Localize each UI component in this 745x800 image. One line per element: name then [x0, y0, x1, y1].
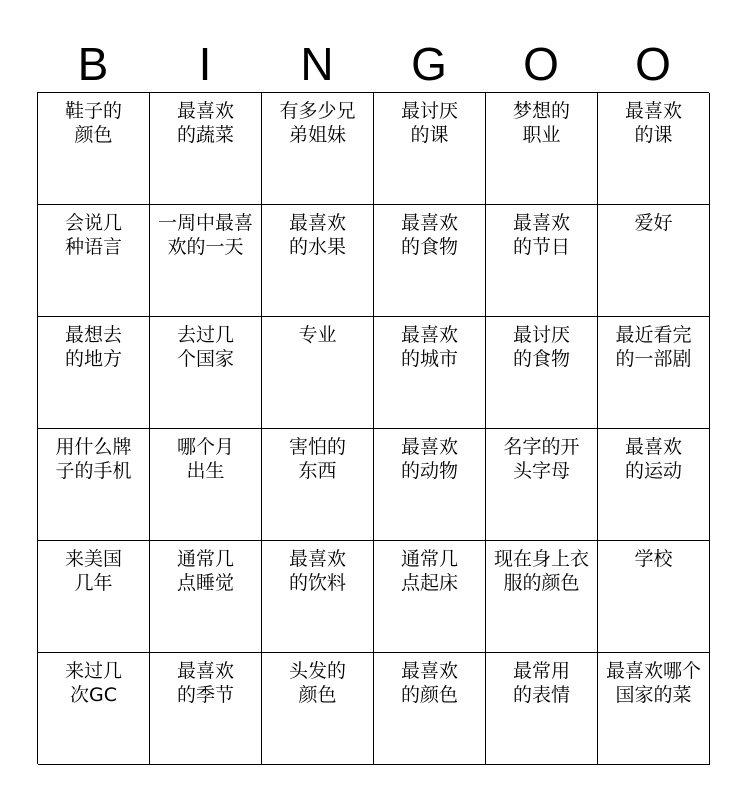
bingo-cell-text: 的城市	[400, 348, 458, 370]
bingo-cell[interactable]	[38, 653, 150, 765]
bingo-cell-text: 国家的菜	[615, 684, 692, 706]
bingo-cell-text: 最喜欢	[176, 660, 234, 682]
bingo-cell-text: 的表情	[512, 684, 570, 706]
bingo-cell[interactable]	[486, 653, 598, 765]
bingo-cell-text: 最喜欢	[288, 548, 346, 570]
bingo-cell-text: 通常几	[176, 548, 234, 570]
bingo-cell[interactable]	[598, 429, 710, 541]
bingo-cell-text: 名字的开	[503, 436, 580, 458]
bingo-cell-text: 最喜欢	[176, 100, 234, 122]
bingo-cell[interactable]	[374, 653, 486, 765]
bingo-cell-text: 几年	[74, 572, 113, 594]
bingo-cell-text: 梦想的	[512, 100, 570, 122]
bingo-cell-text: 最喜欢	[512, 212, 570, 234]
bingo-cell-text: 的地方	[64, 348, 122, 370]
bingo-cell[interactable]	[598, 653, 710, 765]
bingo-cell-text: 最喜欢	[400, 436, 458, 458]
bingo-cell-text: 头字母	[512, 460, 570, 482]
bingo-cell[interactable]	[262, 93, 374, 205]
bingo-cell-text: 哪个月	[176, 436, 234, 458]
bingo-cell[interactable]	[486, 317, 598, 429]
bingo-cell-text: 的水果	[288, 236, 346, 258]
bingo-cell[interactable]	[262, 429, 374, 541]
bingo-cell-text: 一周中最喜	[157, 212, 253, 234]
bingo-cell-text: 最喜欢	[288, 212, 346, 234]
bingo-cell[interactable]	[374, 541, 486, 653]
bingo-cell[interactable]	[38, 429, 150, 541]
bingo-cell-text: 的运动	[624, 460, 682, 482]
bingo-cell-text: 的季节	[176, 684, 234, 706]
bingo-cell-text: 最近看完	[615, 324, 692, 346]
bingo-cell[interactable]	[598, 205, 710, 317]
bingo-cell-text: 最常用	[512, 660, 570, 682]
bingo-cell[interactable]	[598, 541, 710, 653]
bingo-cell-text: 通常几	[400, 548, 458, 570]
bingo-cell-text: 来过几	[64, 660, 122, 682]
bingo-cell[interactable]	[486, 429, 598, 541]
bingo-cell[interactable]	[374, 93, 486, 205]
bingo-cell[interactable]	[374, 205, 486, 317]
header-letter-n: N	[300, 38, 334, 90]
bingo-cell-text: 最喜欢哪个	[605, 660, 701, 682]
bingo-cell-text: 爱好	[634, 212, 673, 234]
bingo-cell-text: 最想去	[64, 324, 122, 346]
bingo-cell-text: 颜色	[298, 684, 337, 706]
bingo-cell-text: 的饮料	[288, 572, 346, 594]
bingo-cell-text: 专业	[298, 324, 337, 346]
bingo-cell-text: 的动物	[400, 460, 458, 482]
bingo-cell-text: 服的颜色	[503, 572, 580, 594]
header-letter-i: I	[198, 38, 212, 90]
bingo-cell-text: 用什么牌	[55, 436, 132, 458]
bingo-cell-text: 职业	[522, 124, 561, 146]
bingo-cell[interactable]	[374, 429, 486, 541]
bingo-cell[interactable]	[374, 317, 486, 429]
bingo-cell[interactable]	[598, 93, 710, 205]
bingo-cell[interactable]	[38, 541, 150, 653]
bingo-cell-text: 鞋子的	[64, 100, 122, 122]
bingo-cell-text: 弟姐妹	[288, 124, 346, 146]
bingo-cell-text: 现在身上衣	[493, 548, 589, 570]
bingo-cell[interactable]	[38, 93, 150, 205]
bingo-cell[interactable]	[150, 429, 262, 541]
bingo-cell[interactable]	[262, 653, 374, 765]
bingo-cell-text: 东西	[298, 460, 337, 482]
bingo-cell-text: 学校	[634, 548, 673, 570]
bingo-cell-text: 头发的	[288, 660, 346, 682]
header-letter-o-2: O	[635, 38, 671, 90]
bingo-grid	[37, 92, 709, 764]
bingo-cell[interactable]	[38, 317, 150, 429]
bingo-cell-text: 的食物	[512, 348, 570, 370]
header-letter-b: B	[77, 38, 109, 90]
bingo-cell-text: 的节日	[512, 236, 570, 258]
bingo-cell-text: 颜色	[74, 124, 113, 146]
bingo-cell-text: 点睡觉	[176, 572, 234, 594]
bingo-cell-text: 出生	[186, 460, 225, 482]
bingo-cell[interactable]	[38, 205, 150, 317]
bingo-header	[37, 36, 709, 92]
bingo-cell-text: 次GC	[70, 684, 117, 706]
bingo-cell-text: 的蔬菜	[176, 124, 234, 146]
header-letter-o: O	[523, 38, 559, 90]
bingo-cell-text: 有多少兄	[279, 100, 356, 122]
bingo-cell-text: 子的手机	[55, 460, 132, 482]
bingo-cell-text: 最喜欢	[400, 660, 458, 682]
bingo-cell[interactable]	[598, 317, 710, 429]
bingo-cell-text: 害怕的	[288, 436, 346, 458]
bingo-cell-text: 最讨厌	[512, 324, 570, 346]
bingo-cell[interactable]	[262, 317, 374, 429]
bingo-cell[interactable]	[150, 541, 262, 653]
bingo-cell[interactable]	[486, 93, 598, 205]
bingo-cell[interactable]	[486, 205, 598, 317]
bingo-cell[interactable]	[262, 205, 374, 317]
bingo-cell-text: 会说几	[64, 212, 122, 234]
bingo-cell-text: 种语言	[64, 236, 122, 258]
bingo-cell-text: 最喜欢	[400, 324, 458, 346]
bingo-cell-text: 个国家	[176, 348, 234, 370]
bingo-cell[interactable]	[150, 653, 262, 765]
bingo-cell[interactable]	[150, 93, 262, 205]
bingo-cell-text: 最喜欢	[624, 436, 682, 458]
bingo-cell-text: 最讨厌	[400, 100, 458, 122]
bingo-cell-text: 欢的一天	[167, 236, 244, 258]
bingo-cell-text: 来美国	[64, 548, 122, 570]
bingo-cell-text: 的一部剧	[615, 348, 692, 370]
bingo-cell-text: 点起床	[400, 572, 458, 594]
bingo-cell[interactable]	[150, 317, 262, 429]
header-letter-g: G	[411, 38, 447, 90]
bingo-cell-text: 的食物	[400, 236, 458, 258]
bingo-cell-text: 最喜欢	[400, 212, 458, 234]
bingo-cell-text: 的课	[410, 124, 449, 146]
bingo-cell[interactable]	[150, 205, 262, 317]
bingo-cell-text: 去过几	[176, 324, 234, 346]
bingo-cell[interactable]	[486, 541, 598, 653]
bingo-cell-text: 最喜欢	[624, 100, 682, 122]
bingo-cell[interactable]	[262, 541, 374, 653]
bingo-cell-text: 的课	[634, 124, 673, 146]
bingo-cell-text: 的颜色	[400, 684, 458, 706]
